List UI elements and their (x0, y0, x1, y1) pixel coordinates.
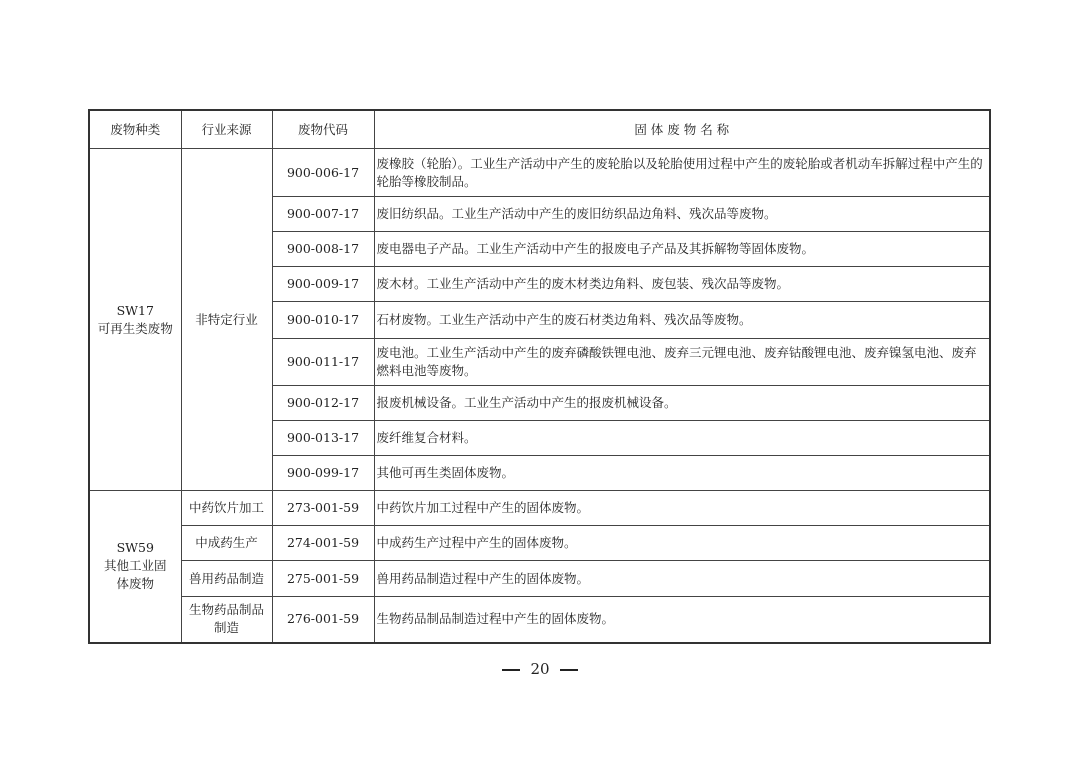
waste-name-cell: 废木材。工业生产活动中产生的废木材类边角料、废包装、残次品等废物。 (374, 267, 990, 302)
category-name: 其他工业固体废物 (103, 558, 167, 592)
waste-code-cell: 900-010-17 (272, 302, 374, 339)
table-row (89, 597, 990, 643)
industry-cell: 生物药品制品制造 (181, 597, 272, 643)
waste-code-cell: 900-007-17 (272, 197, 374, 232)
waste-code-cell: 900-006-17 (272, 149, 374, 197)
waste-name-cell: 废橡胶（轮胎）。工业生产活动中产生的废轮胎以及轮胎使用过程中产生的废轮胎或者机动车拆解过程中产生的轮胎等橡胶制品。 (374, 149, 990, 197)
waste-code-cell: 900-011-17 (272, 339, 374, 386)
category-cell (89, 149, 181, 491)
waste-code-cell: 274-001-59 (272, 526, 374, 561)
table-row (89, 149, 990, 197)
waste-name-cell: 中成药生产过程中产生的固体废物。 (374, 526, 990, 561)
category-name: 可再生类废物 (97, 320, 173, 336)
waste-code-cell: 900-099-17 (272, 456, 374, 491)
waste-name-cell: 废电池。工业生产活动中产生的废弃磷酸铁锂电池、废弃三元锂电池、废弃钴酸锂电池、废弃镍氢电池、废弃燃料电池等废物。 (374, 339, 990, 386)
waste-code-cell: 900-012-17 (272, 386, 374, 421)
waste-code-cell: 273-001-59 (272, 491, 374, 526)
waste-code-cell: 900-008-17 (272, 232, 374, 267)
waste-name-cell: 生物药品制品制造过程中产生的固体废物。 (374, 597, 990, 643)
category-code: SW59 (116, 540, 154, 556)
header-category: 废物种类 (89, 110, 181, 149)
waste-code-cell: 276-001-59 (272, 597, 374, 643)
category-cell (89, 491, 181, 643)
waste-table (88, 109, 991, 644)
waste-name-cell: 兽用药品制造过程中产生的固体废物。 (374, 561, 990, 597)
waste-name-cell: 报废机械设备。工业生产活动中产生的报废机械设备。 (374, 386, 990, 421)
waste-name-cell: 其他可再生类固体废物。 (374, 456, 990, 491)
waste-name-cell: 废电器电子产品。工业生产活动中产生的报废电子产品及其拆解物等固体废物。 (374, 232, 990, 267)
waste-code-cell: 900-009-17 (272, 267, 374, 302)
industry-cell: 兽用药品制造 (181, 561, 272, 597)
industry-cell: 非特定行业 (181, 149, 272, 491)
waste-name-cell: 废纤维复合材料。 (374, 421, 990, 456)
table-row (89, 561, 990, 597)
table-row (89, 526, 990, 561)
waste-name-cell: 中药饮片加工过程中产生的固体废物。 (374, 491, 990, 526)
category-code: SW17 (116, 302, 154, 318)
waste-code-cell: 275-001-59 (272, 561, 374, 597)
table-row (89, 491, 990, 526)
header-industry: 行业来源 (181, 110, 272, 149)
header-name: 固 体 废 物 名 称 (374, 110, 990, 149)
industry-cell: 中成药生产 (181, 526, 272, 561)
waste-code-cell: 900-013-17 (272, 421, 374, 456)
table-header-row (89, 110, 990, 149)
page-number (0, 660, 1080, 678)
header-code: 废物代码 (272, 110, 374, 149)
industry-cell: 中药饮片加工 (181, 491, 272, 526)
waste-name-cell: 石材废物。工业生产活动中产生的废石材类边角料、残次品等废物。 (374, 302, 990, 339)
waste-name-cell: 废旧纺织品。工业生产活动中产生的废旧纺织品边角料、残次品等废物。 (374, 197, 990, 232)
page-number-text: 20 (530, 660, 550, 678)
